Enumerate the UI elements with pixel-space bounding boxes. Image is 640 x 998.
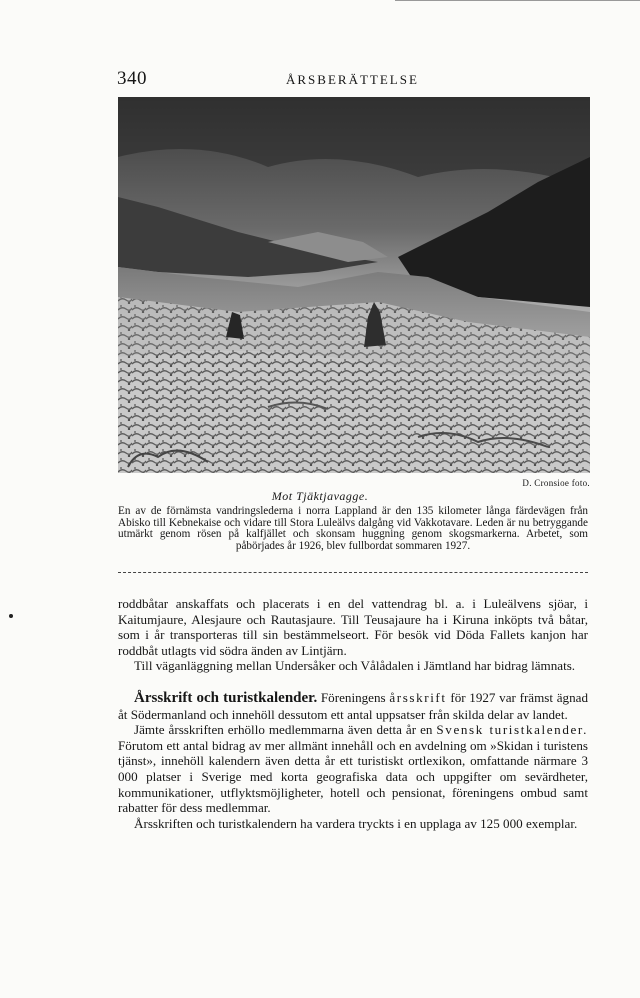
top-edge-line	[395, 0, 640, 1]
paragraph-road: Till väganläggning mellan Undersåker och Vålådalen i Jämtland har bidrag lämnats.	[134, 658, 576, 674]
section-heading: Årsskrift och turistkalender.	[134, 689, 318, 706]
margin-mark	[9, 614, 13, 618]
page-number: 340	[117, 68, 147, 89]
body-text	[118, 596, 588, 831]
yearbook-term: årsskrift	[389, 689, 447, 705]
photo-illustration	[118, 97, 590, 473]
paragraph-print-run: Årsskriften och turistkalendern ha vardera tryckts i en upplaga av 125 000 exemplar.	[134, 815, 578, 831]
paragraph-yearbook: Årsskrift och turistkalender. Föreningens årsskrift för 1927 var främst ägnad åt Södermanland och innehöll dessutom ett antal uppsatser från skilda delar av landet.	[118, 689, 588, 722]
separator-rule	[118, 572, 588, 573]
running-head: ÅRSBERÄTTELSE	[286, 72, 419, 87]
paragraph-boats: roddbåtar anskaffats och placerats i en del vattendrag bl. a. i Luleälvens sjöar, i Kaitumjaure, Alesjaure och Rautasjaure. Till Teusajaure ha i Kiruna inköpts två båtar, som i år transporteras till sin bestämmelseort. För besök vid Döda Fallets kanjon har roddbåt utlagts vid södra änden av Lintjärn.	[118, 596, 588, 658]
mountain-photo	[118, 97, 590, 473]
photo-credit: D. Cronsioe foto.	[522, 478, 590, 488]
paragraph-calendar: Jämte årsskriften erhöllo medlemmarna även detta år en Svensk turistkalender. Förutom ett antal bidrag av mer allmänt innehåll och en avdelning om »Skidan i turistens tjänst», innehöll kalendern även detta år ett turistiskt ortlexikon, omfattande närmare 3 000 platser i Sverige med korta geografiska data och uppgifter om sevärdheter, kommunikationer, utflyktsmöjligheter, hotell och pensionat, föreningens ombud samt rabatter för dess medlemmar.	[118, 722, 588, 816]
caption-title: Mot Tjäktjavagge.	[271, 489, 369, 503]
caption-text: En av de förnämsta vandringslederna i norra Lappland är den 135 kilometer långa färdevägen från Abisko till Kebnekaise och vidare till Stora Luleälvs dalgång vid Vakkotavare. Leden är nu betryggande utmärkt genom rösen på kalfjället och skonsam huggning genom skogsmarkerna. Arbetet, som påbörjades år 1926, blev fullbordat sommaren 1927.	[118, 505, 588, 552]
calendar-term: Svensk turistkalender.	[436, 722, 588, 738]
